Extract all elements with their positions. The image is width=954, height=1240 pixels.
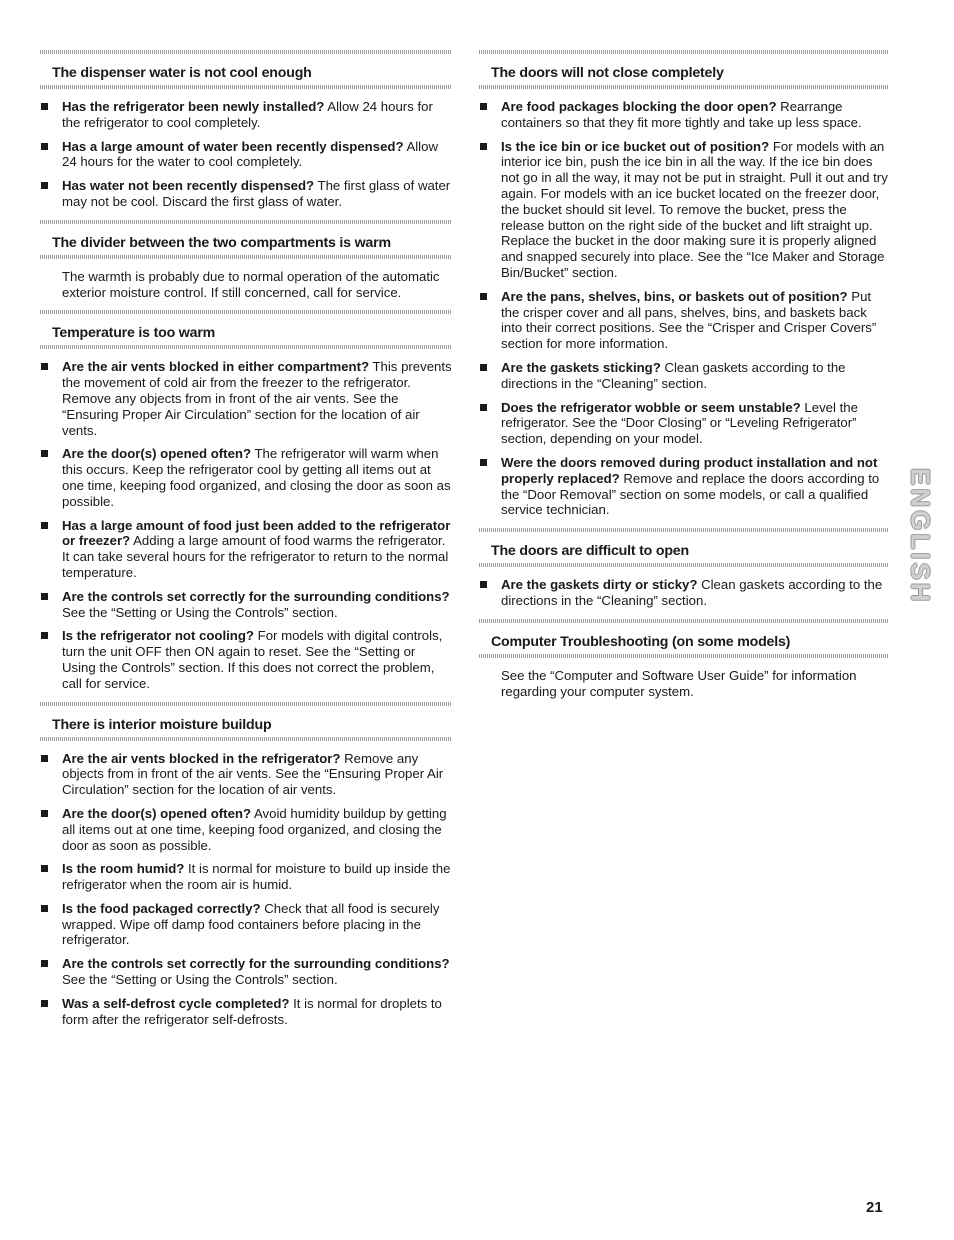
section-divider-bottom	[40, 85, 452, 89]
question-text: Are food packages blocking the door open?	[501, 99, 777, 114]
question-text: Are the air vents blocked in the refrigerator?	[62, 750, 341, 766]
list-item	[40, 956, 452, 988]
question-text: Are the air vents blocked in either compartment?	[62, 359, 370, 375]
square-bullet-icon	[41, 960, 48, 967]
question-text: Does the refrigerator wobble or seem unstable?	[501, 399, 801, 415]
square-bullet-icon	[41, 363, 48, 370]
question-text: Were the doors removed during product installation and not properly replaced?	[501, 454, 878, 486]
answer-text: Allow 24 hours for the refrigerator to cool completely.	[62, 99, 433, 130]
square-bullet-icon	[41, 905, 48, 912]
question-text: Has water not been recently dispensed?	[62, 178, 315, 194]
section-title: The doors will not close completely	[491, 65, 724, 81]
list-item	[479, 577, 888, 609]
section-divider-bottom	[40, 737, 452, 741]
list-item	[40, 901, 452, 948]
language-side-tab	[905, 448, 935, 624]
question-text: Are the gaskets dirty or sticky?	[501, 577, 698, 593]
question-text: Are the door(s) opened often?	[62, 805, 252, 821]
square-bullet-icon	[480, 404, 487, 411]
answer-text: For models with digital controls, turn the unit OFF then ON again to reset. See the “Setting or Using the Controls” section. If this does not correct the problem, call for service.	[62, 628, 443, 691]
square-bullet-icon	[41, 522, 48, 529]
square-bullet-icon	[480, 293, 487, 300]
answer-text: Avoid humidity buildup by getting all items out at one time, keeping food organized, and closing the door as soon as possible.	[62, 805, 447, 853]
list-item	[479, 400, 888, 447]
square-bullet-icon	[480, 103, 487, 110]
list-item	[40, 139, 452, 171]
question-text: Are the controls set correctly for the surrounding conditions?	[62, 956, 450, 972]
section-title: The dispenser water is not cool enough	[52, 65, 312, 81]
list-item	[40, 996, 452, 1028]
answer-text: Allow 24 hours for the water to cool completely.	[62, 138, 438, 170]
troubleshooting-section	[40, 310, 452, 691]
list-item	[40, 806, 452, 853]
question-text: Has the refrigerator been newly installed?	[62, 99, 325, 114]
list-item	[479, 139, 888, 281]
list-item	[40, 518, 452, 581]
question-text: Are the gaskets sticking?	[501, 359, 661, 375]
left-column	[40, 50, 452, 1037]
section-divider-top	[40, 220, 452, 224]
answer-text: Clean gaskets according to the directions in the “Cleaning” section.	[501, 577, 883, 608]
question-text: Was a self-defrost cycle completed?	[62, 995, 290, 1011]
page-number: 21	[866, 1199, 883, 1216]
answer-text: Rearrange containers so that they fit more tightly and take up less space.	[501, 99, 862, 130]
section-divider-bottom	[479, 563, 888, 567]
answer-text: See the “Setting or Using the Controls” section.	[62, 972, 338, 988]
troubleshooting-section	[479, 50, 888, 518]
section-divider-top	[479, 50, 888, 54]
list-item	[40, 861, 452, 893]
language-tab-label: ENGLISH	[905, 467, 936, 605]
section-divider-bottom	[479, 85, 888, 89]
question-text: Is the refrigerator not cooling?	[62, 628, 254, 644]
list-item	[40, 99, 452, 131]
question-text: Has a large amount of water been recently dispensed?	[62, 138, 404, 154]
answer-text: Level the refrigerator. See the “Door Closing” or “Leveling Refrigerator” section, depending on your model.	[501, 399, 858, 447]
answer-text: The refrigerator will warm when this occurs. Keep the refrigerator cool by getting all items out at one time, keeping food organized, and closing the door as soon as possible.	[62, 446, 451, 509]
list-item	[479, 289, 888, 352]
section-divider-bottom	[40, 255, 452, 259]
section-divider-top	[479, 528, 888, 532]
troubleshooting-section	[479, 528, 888, 609]
question-text: Has a large amount of food just been added to the refrigerator or freezer?	[62, 517, 451, 549]
section-paragraph: See the “Computer and Software User Guide” for information regarding your computer system.	[501, 667, 857, 699]
list-item	[40, 446, 452, 509]
square-bullet-icon	[41, 143, 48, 150]
question-list	[40, 359, 452, 691]
list-item	[40, 589, 452, 621]
square-bullet-icon	[41, 1000, 48, 1007]
question-text: Is the room humid?	[62, 861, 185, 877]
square-bullet-icon	[41, 632, 48, 639]
section-divider-bottom	[40, 345, 452, 349]
answer-text: See the “Setting or Using the Controls” section.	[62, 604, 338, 620]
answer-text: For models with an interior ice bin, push the ice bin in all the way. If the ice bin does not go in all the way, it may not be put in straight. Pull it out and try again. For models with an ice bucket located on the freezer door, the bucket should sit level. To remove the bucket, press the release button on the right side of the bucket and lift straight up. Replace the bucket in the door making sure it is properly aligned and snapped securely into place. See the “Ice Maker and Storage Bin/Bucket” section.	[501, 138, 888, 280]
square-bullet-icon	[480, 364, 487, 371]
square-bullet-icon	[480, 459, 487, 466]
list-item	[479, 360, 888, 392]
section-divider-top	[40, 50, 452, 54]
square-bullet-icon	[41, 182, 48, 189]
question-list	[40, 99, 452, 210]
answer-text: This prevents the movement of cold air from the freezer to the refrigerator. Remove any objects from in front of the air vents. See the “Ensuring Proper Air Circulation” section for the location of air vents.	[62, 359, 452, 438]
troubleshooting-section	[40, 220, 452, 301]
answer-text: The first glass of water may not be cool. Discard the first glass of water.	[62, 178, 451, 209]
question-list	[40, 751, 452, 1028]
troubleshooting-section	[479, 619, 888, 700]
square-bullet-icon	[480, 581, 487, 588]
section-title: The divider between the two compartments is warm	[52, 234, 391, 251]
list-item	[40, 751, 452, 798]
list-item	[40, 628, 452, 691]
square-bullet-icon	[41, 103, 48, 110]
question-list	[479, 99, 888, 518]
square-bullet-icon	[41, 810, 48, 817]
section-title: Computer Troubleshooting (on some models)	[491, 633, 791, 650]
answer-text: Remove and replace the doors according to the “Door Removal” section on some models, or call a qualified service technician.	[501, 470, 880, 518]
question-text: Are the pans, shelves, bins, or baskets out of position?	[501, 288, 848, 304]
square-bullet-icon	[41, 865, 48, 872]
section-title: Temperature is too warm	[52, 325, 216, 342]
troubleshooting-section	[40, 702, 452, 1028]
section-divider-bottom	[479, 654, 888, 658]
section-divider-top	[40, 702, 452, 706]
answer-text: Put the crisper cover and all pans, shelves, bins, and baskets back into their correct positions. See the “Crisper and Crisper Covers” section for more information.	[501, 288, 877, 352]
answer-text: Clean gaskets according to the directions in the “Cleaning” section.	[501, 359, 846, 391]
section-divider-top	[40, 310, 452, 314]
answer-text: It is normal for moisture to build up inside the refrigerator when the room air is humid.	[62, 861, 451, 893]
right-column	[479, 50, 888, 709]
square-bullet-icon	[41, 755, 48, 762]
square-bullet-icon	[41, 593, 48, 600]
list-item	[479, 455, 888, 518]
square-bullet-icon	[41, 450, 48, 457]
section-title: There is interior moisture buildup	[52, 716, 272, 733]
question-text: Is the food packaged correctly?	[62, 900, 261, 916]
list-item	[40, 178, 452, 210]
question-list	[479, 577, 888, 609]
troubleshooting-section	[40, 50, 452, 210]
section-divider-top	[479, 619, 888, 623]
answer-text: Adding a large amount of food warms the refrigerator. It can take several hours for the refrigerator to return to the normal temperature.	[62, 533, 449, 580]
answer-text: Remove any objects from in front of the air vents. See the “Ensuring Proper Air Circulation” section for the location of air vents.	[62, 750, 444, 798]
question-text: Is the ice bin or ice bucket out of position?	[501, 138, 770, 154]
list-item	[40, 359, 452, 438]
question-text: Are the door(s) opened often?	[62, 446, 252, 462]
section-paragraph: The warmth is probably due to normal operation of the automatic exterior moisture control. If still concerned, call for service.	[62, 268, 440, 300]
answer-text: Check that all food is securely wrapped. Wipe off damp food containers before placing in the refrigerator.	[62, 900, 440, 948]
square-bullet-icon	[480, 143, 487, 150]
list-item	[479, 99, 888, 131]
question-text: Are the controls set correctly for the surrounding conditions?	[62, 588, 450, 604]
answer-text: It is normal for droplets to form after the refrigerator self-defrosts.	[62, 995, 442, 1027]
section-title: The doors are difficult to open	[491, 543, 689, 560]
